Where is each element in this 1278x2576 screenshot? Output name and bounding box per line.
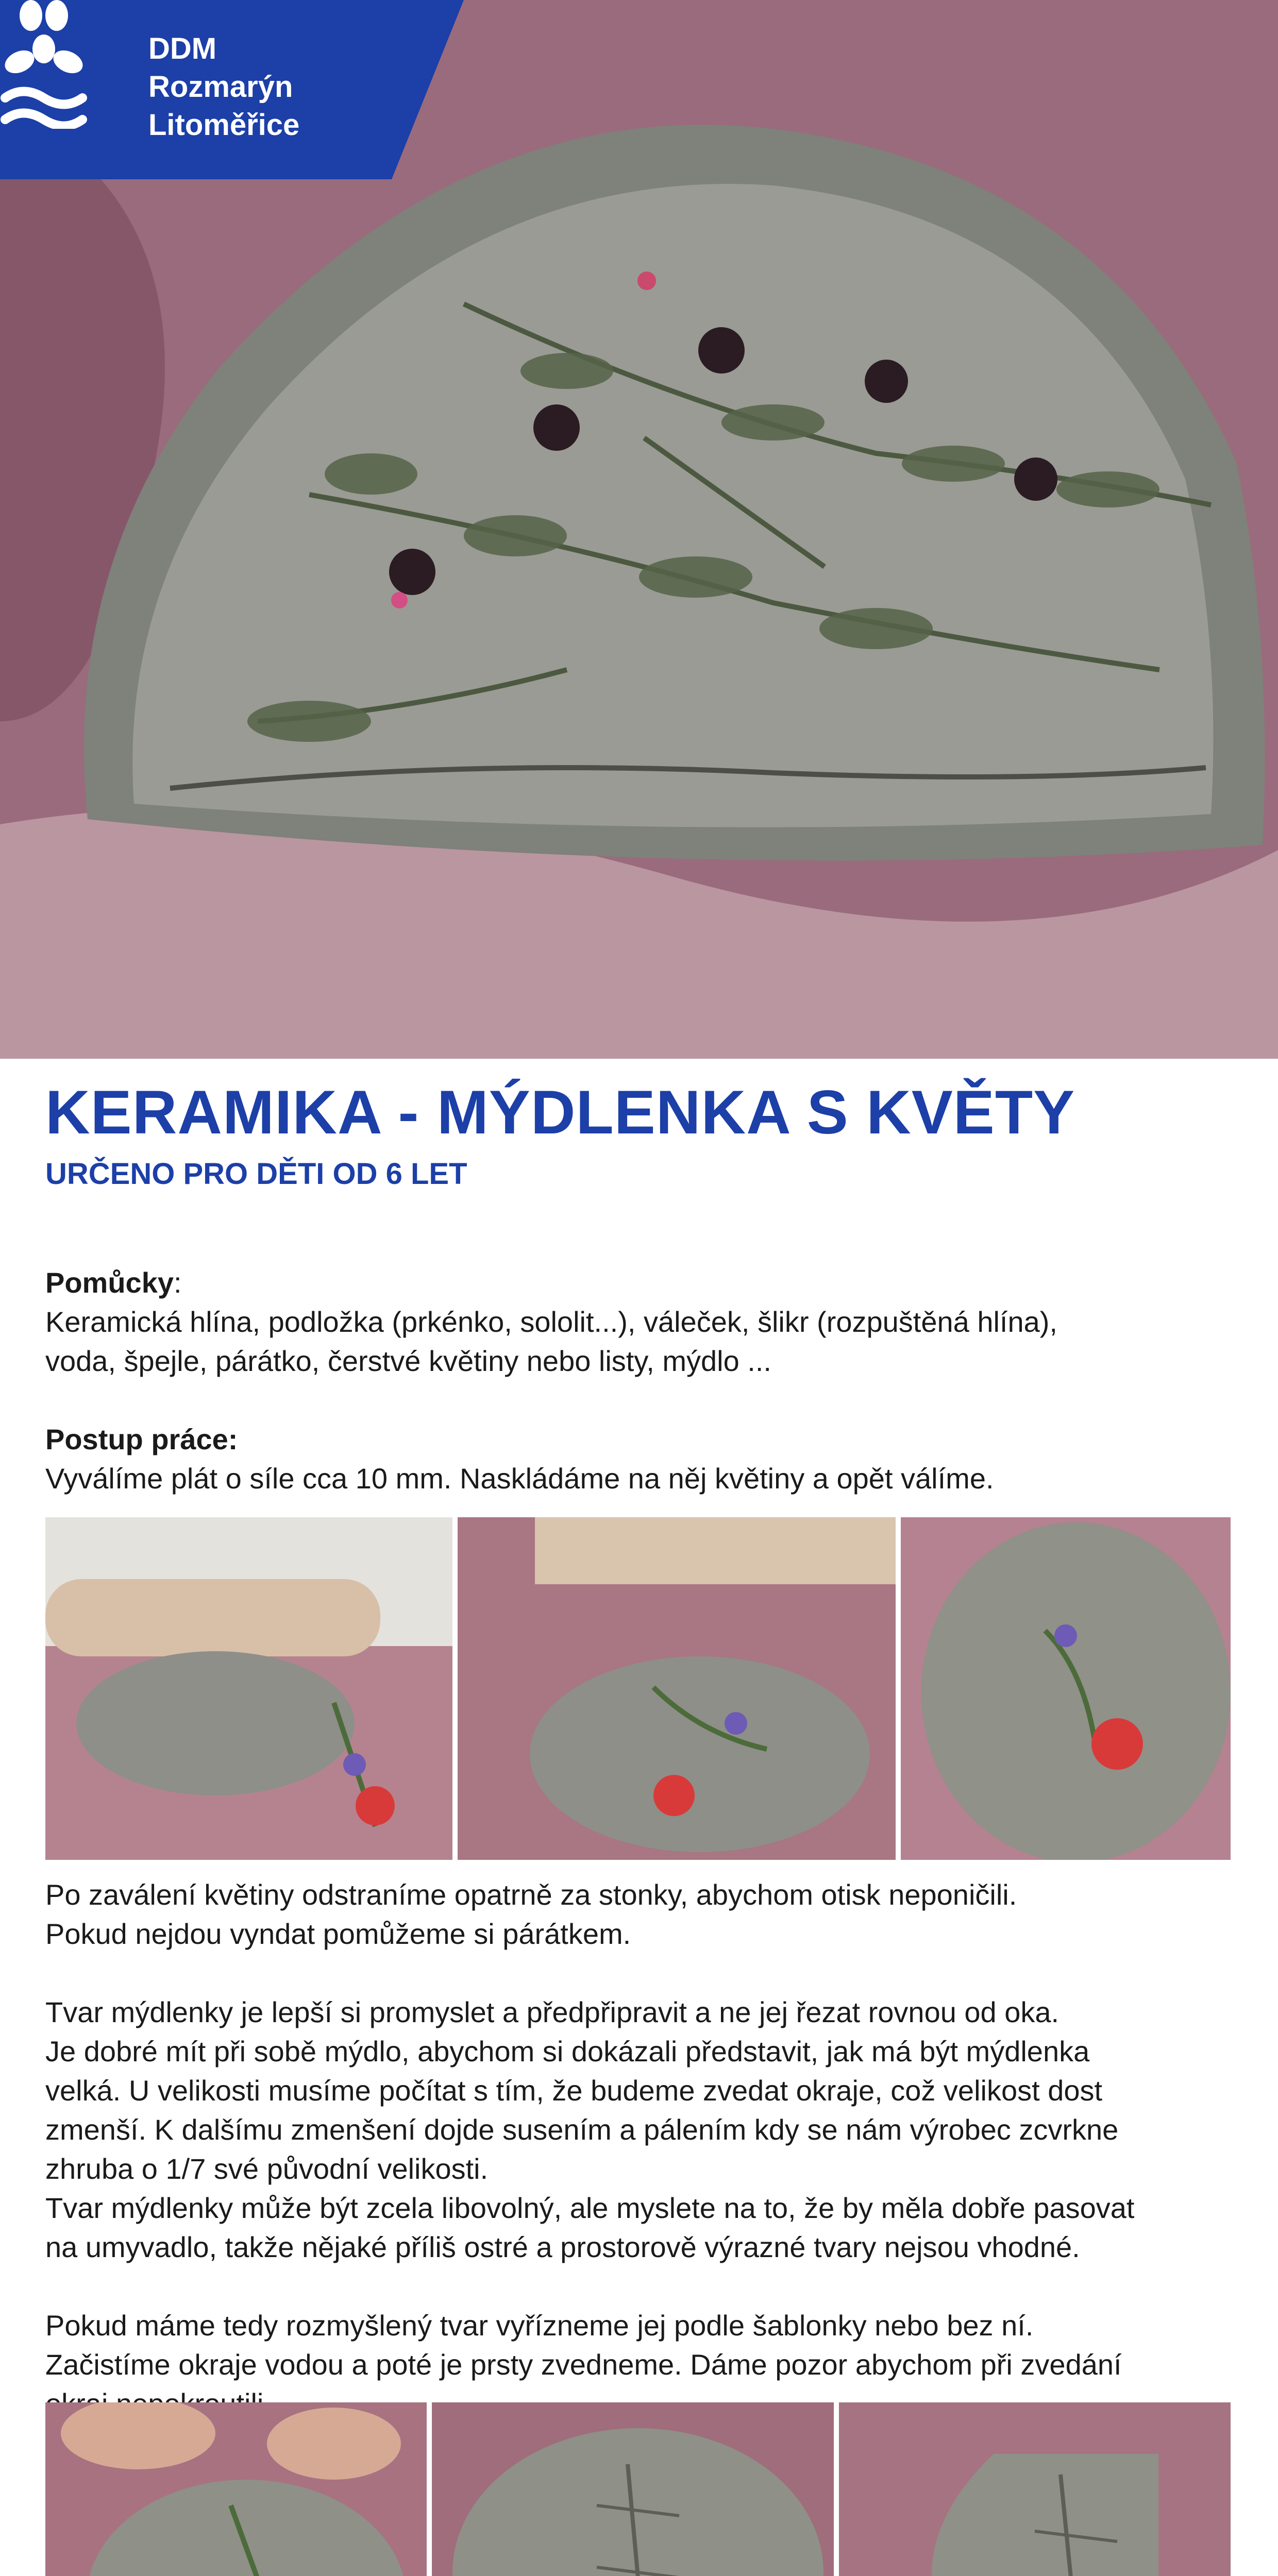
page-subtitle: URČENO PRO DĚTI OD 6 LET bbox=[45, 1157, 467, 1191]
ddm-logo bbox=[0, 0, 464, 179]
procedure-line-1: Vyválíme plát o síle cca 10 mm. Naskládáme na něj květiny a opět válíme. bbox=[45, 1462, 994, 1495]
logo-text bbox=[148, 30, 299, 144]
logo-line-2: Rozmarýn bbox=[148, 70, 293, 104]
logo-mark-icon bbox=[0, 0, 88, 129]
paragraph-line: velká. U velikosti musíme počítat s tím, že budeme zvedat okraje, což velikost dost bbox=[45, 2074, 1103, 2107]
step-photo-flowers bbox=[458, 1517, 896, 1860]
step-photo-cut-shape bbox=[839, 2402, 1231, 2576]
paragraph-line: Začistíme okraje vodou a poté je prsty zvedneme. Dáme pozor abychom při zvedání bbox=[45, 2348, 1122, 2381]
page-title: KERAMIKA - MÝDLENKA S KVĚTY bbox=[45, 1078, 1075, 1147]
tools-line-1: Keramická hlína, podložka (prkénko, sololit...), váleček, šlikr (rozpuštěná hlína), bbox=[45, 1306, 1057, 1338]
paragraph-line: zmenší. K dalšímu zmenšení dojde susením a pálením kdy se nám výrobec zcvrkne bbox=[45, 2113, 1119, 2146]
tools-heading-colon: : bbox=[174, 1266, 182, 1299]
paragraph-line: Pokud nejdou vyndat pomůžeme si párátkem. bbox=[45, 1918, 631, 1950]
paragraph-line: Tvar mýdlenky je lepší si promyslet a předpřipravit a ne jej řezat rovnou od oka. bbox=[45, 1996, 1060, 2028]
tools-line-2: voda, špejle, párátko, čerstvé květiny nebo listy, mýdlo ... bbox=[45, 1345, 771, 1377]
step-photo-rolling bbox=[45, 1517, 452, 1860]
paragraph-line: Pokud máme tedy rozmyšlený tvar vyřízneme jej podle šablonky nebo bez ní. bbox=[45, 2309, 1034, 2342]
tools-section bbox=[45, 1263, 1231, 1498]
paragraph-line: Po zaválení květiny odstraníme opatrně za stonky, abychom otisk neponičili. bbox=[45, 1878, 1017, 1911]
paragraph-line: zhruba o 1/7 své původní velikosti. bbox=[45, 2153, 489, 2185]
paragraph-line: Je dobré mít při sobě mýdlo, abychom si dokázali představit, jak má být mýdlenka bbox=[45, 2035, 1090, 2067]
instructions-paragraph bbox=[45, 1875, 1231, 2424]
tools-heading: Pomůcky bbox=[45, 1266, 174, 1299]
paragraph-line: na umyvadlo, takže nějaké příliš ostré a prostorově výrazné tvary nejsou vhodné. bbox=[45, 2231, 1080, 2263]
step-photo-rolled bbox=[901, 1517, 1231, 1860]
paragraph-line: Tvar mýdlenky může být zcela libovolný, ale myslete na to, že by měla dobře pasovat bbox=[45, 2192, 1135, 2224]
step-photo-imprint bbox=[432, 2402, 834, 2576]
logo-line-3: Litoměřice bbox=[148, 108, 300, 142]
procedure-heading: Postup práce: bbox=[45, 1423, 238, 1455]
logo-line-1: DDM bbox=[148, 32, 217, 65]
step-photo-removing-flowers bbox=[45, 2402, 427, 2576]
